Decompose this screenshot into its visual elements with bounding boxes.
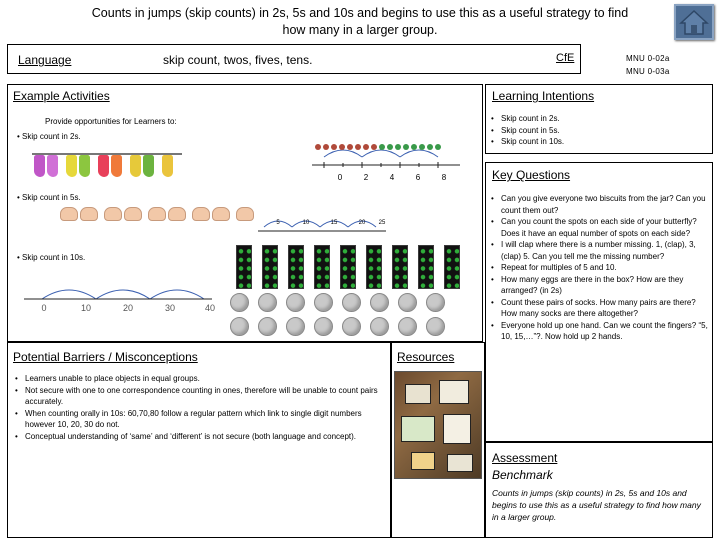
list-item: • Not secure with one to one correspondence counting in ones, therefore will be unable to count pairs accurately. (15, 385, 385, 408)
home-icon (676, 6, 712, 38)
list-item: • Learners unable to place objects in equal groups. (15, 373, 385, 385)
resources-box (391, 342, 485, 538)
tick-label: 10 (302, 220, 310, 226)
benchmark-text: Counts in jumps (skip counts) in 2s, 5s and 10s and begins to use this as a useful strategy to find how many in a larger group. (492, 488, 701, 522)
tick-label: 0 (41, 303, 47, 313)
language-label: Language (18, 53, 72, 67)
cfe-label: CfE (556, 52, 575, 64)
number-line-2s (304, 135, 464, 192)
list-item: • Skip count in 2s. (491, 113, 709, 125)
cfe-code: MNU 0-03a (626, 67, 670, 76)
tick-label: 8 (441, 173, 447, 182)
list-item: • Repeat for multiples of 5 and 10. (491, 262, 709, 274)
list-item: • Everyone hold up one hand. Can we count the fingers? “5, 10, 15,…”?. Now hold up 2 hands. (491, 320, 709, 343)
activity-item: • Skip count in 5s. (17, 193, 81, 202)
barriers-heading: Potential Barriers / Misconceptions (13, 350, 198, 364)
page-title: Counts in jumps (skip counts) in 2s, 5s and 10s and begins to use this as a useful strategy to find how many in a larger group. (91, 6, 629, 37)
tick-label: 40 (204, 303, 216, 313)
activity-item: • Skip count in 2s. (17, 132, 81, 141)
example-activities-box (7, 84, 483, 342)
activities-intro: Provide opportunities for Learners to: (45, 117, 177, 126)
key-questions-list (491, 193, 709, 343)
barriers-box (7, 342, 391, 538)
language-terms: skip count, twos, fives, tens. (163, 53, 313, 67)
tick-label: 20 (122, 303, 134, 313)
socks-image (8, 141, 188, 181)
list-item: • Skip count in 5s. (491, 125, 709, 137)
number-line-10s (16, 275, 216, 324)
example-activities-heading: Example Activities (13, 89, 110, 103)
language-box (7, 44, 581, 74)
tick-label: 5 (276, 220, 280, 226)
list-item: • I will clap where there is a number missing. 1, (clap), 3, (clap) 5. Can you tell me the missing number? (491, 239, 709, 262)
tick-label: 25 (378, 220, 386, 226)
list-item: • Can you give everyone two biscuits from the jar? Can you count them out? (491, 193, 709, 216)
assessment-heading: Assessment (492, 451, 558, 465)
assessment-box (485, 442, 713, 538)
activity-item: • Skip count in 10s. (17, 253, 85, 262)
key-questions-box (485, 162, 713, 442)
learning-intentions-heading: Learning Intentions (492, 89, 595, 103)
list-item: • When counting orally in 10s: 60,70,80 follow a regular pattern which link to single digit numbers however 10, 20, 30 do not. (15, 408, 385, 431)
tick-label: 6 (415, 173, 421, 182)
tick-label: 0 (337, 173, 343, 182)
barriers-list (15, 373, 385, 442)
tick-label: 10 (80, 303, 92, 313)
list-item: • Can you count the spots on each side of your butterfly? Does it have an equal number of spots on each side? (491, 216, 709, 239)
tick-label: 15 (330, 220, 338, 226)
tick-label: 30 (164, 303, 176, 313)
cfe-codes (626, 52, 670, 78)
list-item: • How many eggs are there in the box? How are they arranged? (in 2s) (491, 274, 709, 297)
home-button[interactable] (674, 4, 714, 40)
tick-label: 20 (358, 220, 366, 226)
ten-frame-blocks (236, 245, 476, 295)
tick-label: 4 (389, 173, 395, 182)
cfe-code: MNU 0-02a (626, 54, 670, 63)
list-item: • Conceptual understanding of ‘same’ and ‘different’ is not secure (both language and concept). (15, 431, 385, 443)
tick-label: 2 (363, 173, 369, 182)
learning-intentions-box (485, 84, 713, 154)
benchmark-subheading: Benchmark (492, 468, 553, 482)
list-item: • Skip count in 10s. (491, 136, 709, 148)
learning-intentions-list (491, 113, 709, 148)
resources-photo (394, 371, 482, 479)
coins-image (230, 293, 470, 341)
resources-heading: Resources (397, 350, 455, 364)
list-item: • Count these pairs of socks. How many pairs are there? How many socks are there altogether? (491, 297, 709, 320)
hands-image (60, 207, 260, 227)
key-questions-heading: Key Questions (492, 168, 571, 182)
